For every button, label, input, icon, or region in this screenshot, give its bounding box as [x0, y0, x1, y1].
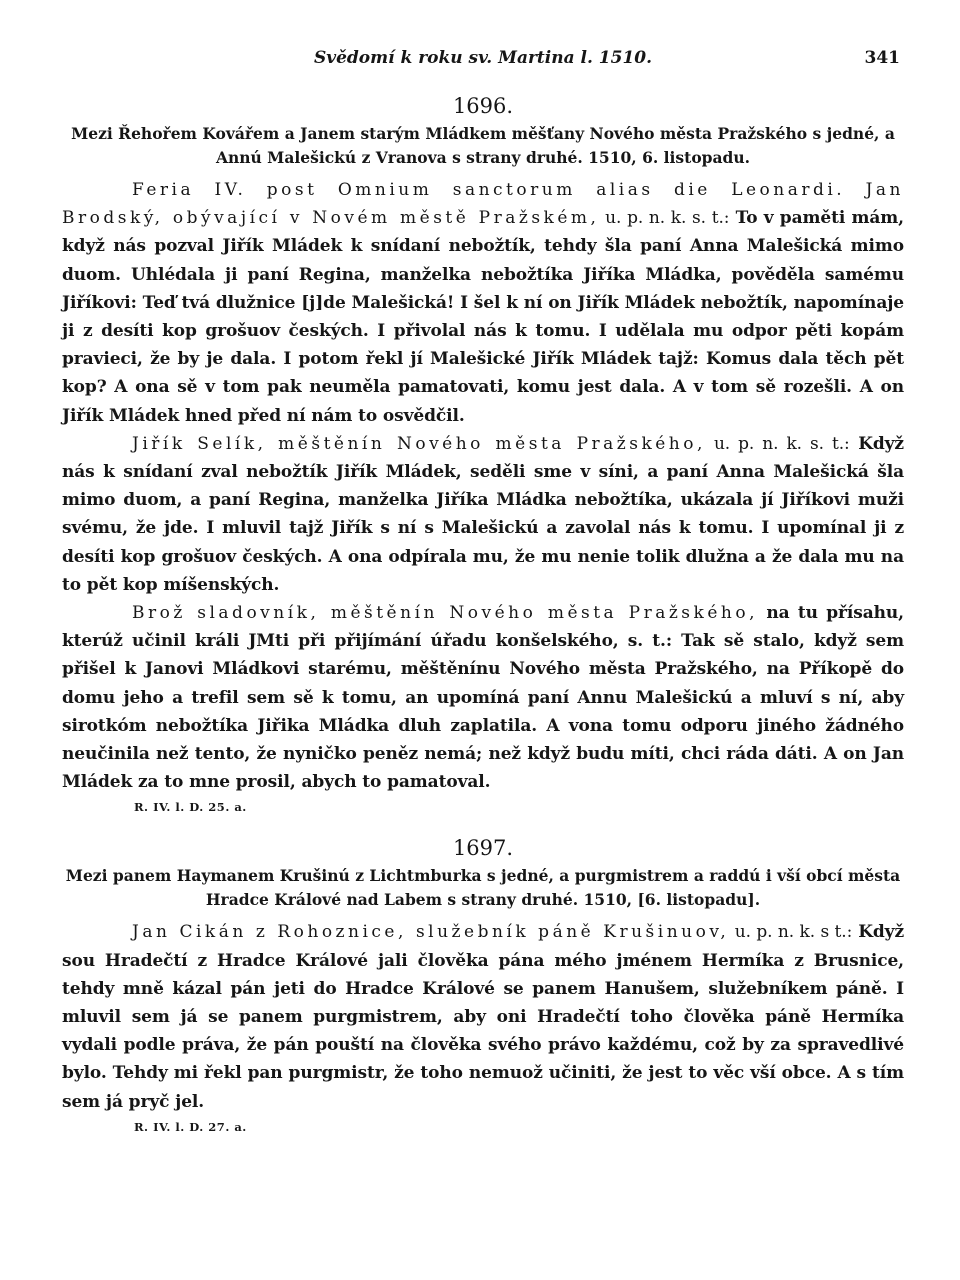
entry-heading: Mezi Řehořem Kovářem a Janem starým Mládkem měšťany Nového města Pražského s jedné, a Annú Malešickú z Vranova s strany druhé. 1510, 6. listopadu. — [71, 124, 895, 167]
page-number: 341 — [864, 48, 900, 68]
witness-name: Jan Cikán z Rohoznice, služebník páně Krušinuov, — [132, 922, 730, 943]
witness-formula: u. p. n. k. s t.: — [729, 922, 853, 943]
entry-heading: Mezi panem Haymanem Krušinú z Lichtmburka s jedné, a purgmistrem a raddú i vší obcí města Hradce Králové nad Labem s strany druhé. 1510, [6. listopadu]. — [65, 866, 901, 910]
witness-formula: u. p. n. k. s. t.: — [705, 433, 850, 454]
entry-number: 1696. — [452, 94, 514, 118]
entry-1696 — [62, 92, 904, 816]
source-reference: R. IV. l. D. 27. a. — [134, 1119, 247, 1134]
testimony-paragraph — [62, 599, 904, 796]
running-header — [62, 44, 904, 74]
witness-name: Feria IV. post Omnium sanctorum alias die Leonardi. Jan Brodský, obývající v Novém městě Pražském, — [62, 180, 904, 229]
testimony-paragraph — [62, 918, 904, 1115]
testimony-paragraph — [62, 430, 904, 599]
source-reference: R. IV. l. D. 25. a. — [134, 800, 247, 815]
running-title: Svědomí k roku sv. Martina l. 1510. — [313, 48, 653, 68]
witness-name: Brož sladovník, měštěnín Nového města Pražského, — [132, 603, 758, 624]
page — [62, 44, 904, 1254]
witness-name: Jiřík Selík, měštěnín Nového města Pražského, — [132, 433, 706, 454]
witness-formula: u. p. n. k. s. t.: — [599, 208, 730, 229]
testimony-text: na tu přísahu, kterúž učinil králi JMti při přijímání úřadu konšelského, s. t.: Tak sě stalo, když sem přišel k Janovi Mládkovi starému, měštěnínu Nového města Pražského, na Příkopě do domu jeho a trefil sem sě k tomu, an upomíná paní Annu Malešickú a mluví s ní, aby sirotkóm nebožtíka Jiřika Mládka dluh zaplatila. A vona tomu odporu jiného žádného neučinila než tento, že nyničko peněz nemá; než když budu míti, chci ráda dáti. A on Jan Mládek za to mne prosil, abych to pamatoval. — [62, 603, 904, 793]
entry-number: 1697. — [452, 836, 514, 861]
testimony-text: Když sou Hradečtí z Hradce Králové jali člověka pána mého jménem Hermíka z Brusnice, tehdy mně kázal pán jeti do Hradce Králové se panem Hanušem, služebníkem páně. I mluvil sem já se panem purgmistrem, aby oni Hradečtí toho člověka páně Hermíka vydali podle práva, že pán pouští na člověka svého právo každému, což by za spravedlivé bylo. Tehdy mi řekl pan purgmistr, že toho nemuož učiniti, že jest to věc vší obce. A s tím sem já pryč jel. — [62, 922, 904, 1112]
testimony-paragraph — [62, 176, 904, 430]
testimony-text: To v paměti mám, když nás pozval Jiřík Mládek k snídaní nebožtík, tehdy šla paní Anna Malešická mimo duom. Uhlédala ji paní Regina, manželka nebožtíka Jiříka Mládka, pověděla samému Jiříkovi: Teď tvá dlužnice [j]de Malešická! I šel k ní on Jiřík Mládek nebožtík, napomínaje ji z desíti kop grošuov českých. I přivolal nás k tomu. I udělala mu odpor pěti kopám pravieci, že by je dala. I potom řekl jí Malešické Jiřík Mládek tajž: Komus dala těch pět kop? A ona sě v tom pak neuměla pamatovati, komu jest dala. A v tom sě rozešli. A on Jiřík Mládek hned před ní nám to osvědčil. — [62, 208, 904, 426]
entry-1697 — [62, 834, 904, 1135]
testimony-text: Když nás k snídaní zval nebožtík Jiřík Mládek, seděli sme v síni, a paní Anna Malešická šla mimo duom, a paní Regina, manželka Jiříka Mládka nebožtíka, ukázala jí Jiříkovi muži svému, že jde. I mluvil tajž Jiřík s ní s Malešickú a zavolal nás k tomu. I upomínal ji z desíti kop grošuov českých. A ona odpírala mu, že mu nenie tolik dlužna a že dala mu na to pět kop míšenských. — [62, 433, 904, 595]
